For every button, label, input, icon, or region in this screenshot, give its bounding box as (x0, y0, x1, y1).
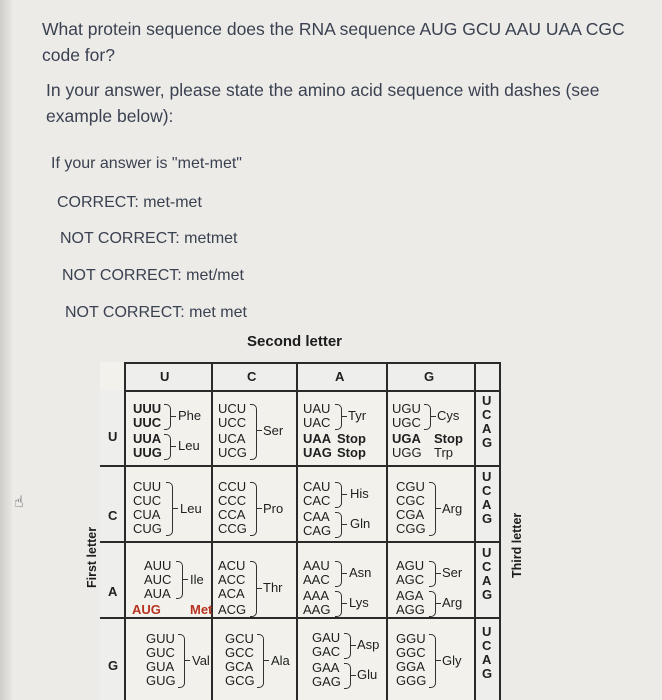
codon: UAG (303, 445, 332, 460)
amino-acid: Val (192, 653, 210, 668)
third-letter: A (482, 497, 492, 512)
example-not-correct-1: NOT CORRECT: metmet (60, 230, 238, 247)
start-codon: AUG (132, 602, 161, 617)
amino-acid: Asp (357, 637, 380, 652)
amino-acid: Tyr (348, 408, 367, 423)
example-not-correct-2: NOT CORRECT: met/met (62, 267, 244, 284)
stop-label: Stop (434, 431, 463, 446)
amino-acid: His (350, 486, 369, 501)
codon: AGU (396, 558, 425, 573)
codon: AAG (303, 602, 331, 617)
codon: CAU (303, 479, 331, 494)
codon: UCA (218, 431, 246, 446)
third-letter: C (482, 638, 492, 653)
first-c: C (108, 508, 118, 523)
codon: AAC (303, 572, 330, 587)
codon: GUU (146, 631, 175, 646)
codon: AUA (144, 586, 171, 601)
codon: AGG (396, 602, 425, 617)
header-g: G (424, 369, 435, 384)
example-intro: If your answer is "met-met" (51, 155, 242, 172)
codon: AUU (144, 558, 172, 573)
amino-acid: Met (190, 602, 213, 617)
codon: CUC (133, 493, 162, 508)
first-letter-label: First letter (85, 526, 99, 588)
instruction-text: In your answer, please state the amino acid sequence with dashes (see example below): (46, 80, 600, 126)
amino-acid: Trp (434, 445, 454, 460)
codon: UAA (303, 431, 332, 446)
codon: AUC (144, 572, 172, 587)
codon: CUU (133, 479, 162, 494)
codon: UUG (133, 445, 162, 460)
codon: GCU (225, 631, 254, 646)
codon: CAG (303, 523, 332, 538)
codon: UGU (392, 401, 421, 416)
third-letter: C (482, 407, 492, 422)
codon: GGU (396, 631, 426, 646)
first-g: G (108, 658, 119, 673)
codon: UCU (218, 401, 247, 416)
page-edge (0, 0, 12, 700)
third-letter: U (482, 393, 492, 408)
codon: ACC (218, 572, 246, 587)
stop-label: Stop (337, 445, 366, 460)
codon: AAU (303, 558, 330, 573)
codon: UGA (392, 431, 421, 446)
codon: UUA (133, 431, 162, 446)
first-a: A (108, 584, 118, 599)
codon: UGC (392, 415, 421, 430)
codon: GGG (396, 673, 427, 688)
codon: UAU (303, 401, 331, 416)
codon: GGA (396, 659, 425, 674)
amino-acid: Ile (190, 572, 204, 587)
third-letter: G (482, 511, 493, 526)
codon: ACU (218, 558, 246, 573)
codon: GUA (146, 659, 175, 674)
codon-table (100, 362, 500, 700)
amino-acid: Gly (442, 653, 462, 668)
question-text: What protein sequence does the RNA sequence AUG GCU AAU UAA CGC code for? (42, 19, 625, 65)
codon: ACG (218, 602, 247, 617)
amino-acid: Gln (350, 516, 371, 531)
amino-acid: Cys (437, 408, 460, 423)
codon: UGG (392, 445, 422, 460)
codon: CGU (396, 479, 425, 494)
third-letter: A (482, 573, 492, 588)
amino-acid: Glu (357, 667, 378, 682)
codon: ACA (218, 586, 245, 601)
amino-acid: Arg (442, 501, 463, 516)
codon: CCU (218, 479, 247, 494)
third-letter: U (482, 469, 492, 484)
third-letter: G (482, 666, 493, 681)
codon: CCA (218, 507, 246, 522)
header-u: U (160, 369, 170, 384)
third-letter: A (482, 421, 492, 436)
codon: GGC (396, 645, 426, 660)
first-u: U (108, 429, 118, 444)
codon: UCG (218, 445, 247, 460)
codon: UAC (303, 415, 331, 430)
stop-label: Stop (337, 431, 366, 446)
codon: AGC (396, 572, 425, 587)
codon: UUU (133, 401, 162, 416)
codon: CCC (218, 493, 247, 508)
amino-acid: Ala (271, 653, 290, 668)
header-a: A (335, 369, 345, 384)
codon: GCG (225, 673, 255, 688)
third-letter-label: Third letter (510, 512, 524, 578)
codon: AGA (396, 588, 424, 603)
codon: GCC (225, 645, 254, 660)
amino-acid: Pro (263, 501, 284, 516)
codon: GAC (312, 644, 341, 659)
third-letter: G (482, 587, 493, 602)
header-c: C (247, 369, 257, 384)
codon: CGG (396, 521, 426, 536)
amino-acid: Asn (349, 565, 372, 580)
amino-acid: Arg (442, 595, 463, 610)
codon: UCC (218, 415, 247, 430)
codon: CGC (396, 493, 425, 508)
codon: CUA (133, 507, 161, 522)
example-correct: CORRECT: met-met (57, 194, 202, 211)
amino-acid: Ser (442, 565, 463, 580)
codon: GUC (146, 645, 175, 660)
amino-acid: Phe (178, 408, 202, 423)
third-letter: C (482, 559, 492, 574)
codon: GCA (225, 659, 254, 674)
amino-acid: Lys (349, 595, 369, 610)
codon: GAU (312, 630, 341, 645)
amino-acid: Leu (178, 438, 200, 453)
codon: CAC (303, 493, 331, 508)
codon: CUG (133, 521, 162, 536)
hand-cursor-icon: ☝ (14, 494, 24, 511)
codon: UUC (133, 415, 162, 430)
codon: AAA (303, 588, 330, 603)
third-letter: U (482, 545, 492, 560)
amino-acid: Leu (180, 501, 202, 516)
codon: GUG (146, 673, 176, 688)
codon: CGA (396, 507, 425, 522)
codon: CAA (303, 509, 330, 524)
codon: GAG (312, 674, 341, 689)
amino-acid: Thr (263, 580, 283, 595)
third-letter: C (482, 483, 492, 498)
amino-acid: Ser (263, 423, 284, 438)
codon: GAA (312, 660, 340, 675)
third-letter: A (482, 652, 492, 667)
third-letter: U (482, 624, 492, 639)
second-letter-label: Second letter (247, 333, 343, 350)
third-letter: G (482, 435, 493, 450)
codon: CCG (218, 521, 247, 536)
example-not-correct-3: NOT CORRECT: met met (65, 304, 247, 321)
